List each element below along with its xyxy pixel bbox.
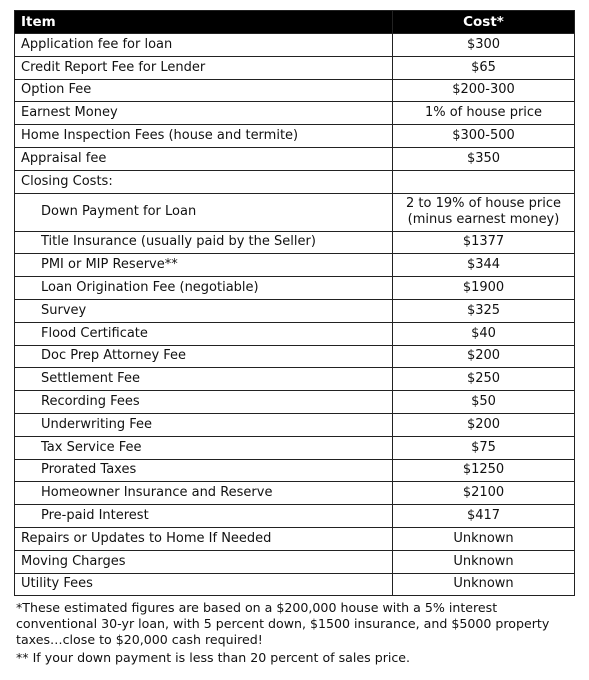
row-item-label: Recording Fees: [15, 391, 393, 414]
row-cost-value: $75: [393, 436, 575, 459]
row-cost-value: $200: [393, 345, 575, 368]
row-cost-value: $300-500: [393, 125, 575, 148]
row-cost-value: [393, 170, 575, 193]
row-cost-value: $250: [393, 368, 575, 391]
row-item-label: Closing Costs:: [15, 170, 393, 193]
table-row: [15, 527, 575, 550]
row-item-label: Down Payment for Loan: [15, 193, 393, 231]
table-row: [15, 550, 575, 573]
table-row: [15, 345, 575, 368]
row-item-label: PMI or MIP Reserve**: [15, 254, 393, 277]
row-cost-value: $1377: [393, 231, 575, 254]
row-item-label: Application fee for loan: [15, 34, 393, 57]
row-cost-value: $300: [393, 34, 575, 57]
table-header: [15, 11, 575, 34]
row-cost-value: $344: [393, 254, 575, 277]
footnote-pmi: ** If your down payment is less than 20 percent of sales price.: [16, 650, 411, 666]
cost-document: [14, 10, 574, 668]
row-item-label: Moving Charges: [15, 550, 393, 573]
row-cost-value: $350: [393, 147, 575, 170]
table-row: [15, 34, 575, 57]
row-cost-value: $2100: [393, 482, 575, 505]
row-item-label: Tax Service Fee: [15, 436, 393, 459]
header-cost: Cost*: [393, 11, 575, 34]
footnotes: [14, 600, 574, 666]
row-item-label: Survey: [15, 299, 393, 322]
row-item-label: Repairs or Updates to Home If Needed: [15, 527, 393, 550]
table-row: [15, 277, 575, 300]
table-row: [15, 322, 575, 345]
row-cost-value: 1% of house price: [393, 102, 575, 125]
row-cost-value: Unknown: [393, 550, 575, 573]
table-row: [15, 459, 575, 482]
row-cost-value: 2 to 19% of house price (minus earnest money): [393, 193, 575, 231]
table-row: [15, 436, 575, 459]
row-cost-value: $200: [393, 413, 575, 436]
row-item-label: Pre-paid Interest: [15, 505, 393, 528]
row-cost-value: $1250: [393, 459, 575, 482]
table-row: [15, 299, 575, 322]
row-cost-value: $40: [393, 322, 575, 345]
row-item-label: Settlement Fee: [15, 368, 393, 391]
row-item-label: Appraisal fee: [15, 147, 393, 170]
table-row: [15, 231, 575, 254]
table-row: [15, 147, 575, 170]
row-cost-value: $200-300: [393, 79, 575, 102]
row-item-label: Underwriting Fee: [15, 413, 393, 436]
row-cost-value: Unknown: [393, 527, 575, 550]
table-body: [15, 34, 575, 596]
row-item-label: Earnest Money: [15, 102, 393, 125]
cost-table: [14, 10, 575, 596]
row-cost-value: $417: [393, 505, 575, 528]
row-item-label: Title Insurance (usually paid by the Seller): [15, 231, 393, 254]
row-item-label: Credit Report Fee for Lender: [15, 56, 393, 79]
row-item-label: Option Fee: [15, 79, 393, 102]
table-row: [15, 170, 575, 193]
row-item-label: Flood Certificate: [15, 322, 393, 345]
table-row: [15, 102, 575, 125]
row-item-label: Home Inspection Fees (house and termite): [15, 125, 393, 148]
table-row: [15, 482, 575, 505]
table-row: [15, 125, 575, 148]
table-row: [15, 368, 575, 391]
footnote-estimate: *These estimated figures are based on a $200,000 house with a 5% interest conventional 30-yr loan, with 5 percent down, $1500 insurance, and $5000 property taxes…close to $20,000 cash required!: [16, 600, 550, 648]
table-row: [15, 505, 575, 528]
row-item-label: Homeowner Insurance and Reserve: [15, 482, 393, 505]
table-row: [15, 56, 575, 79]
row-cost-value: $1900: [393, 277, 575, 300]
table-row: [15, 573, 575, 596]
row-cost-value: $65: [393, 56, 575, 79]
row-item-label: Utility Fees: [15, 573, 393, 596]
header-item: Item: [15, 11, 393, 34]
row-cost-value: $50: [393, 391, 575, 414]
row-cost-value: Unknown: [393, 573, 575, 596]
row-cost-value: $325: [393, 299, 575, 322]
table-row: [15, 254, 575, 277]
row-item-label: Doc Prep Attorney Fee: [15, 345, 393, 368]
row-item-label: Prorated Taxes: [15, 459, 393, 482]
header-row: [15, 11, 575, 34]
table-row: [15, 193, 575, 231]
table-row: [15, 391, 575, 414]
table-row: [15, 413, 575, 436]
table-row: [15, 79, 575, 102]
row-item-label: Loan Origination Fee (negotiable): [15, 277, 393, 300]
